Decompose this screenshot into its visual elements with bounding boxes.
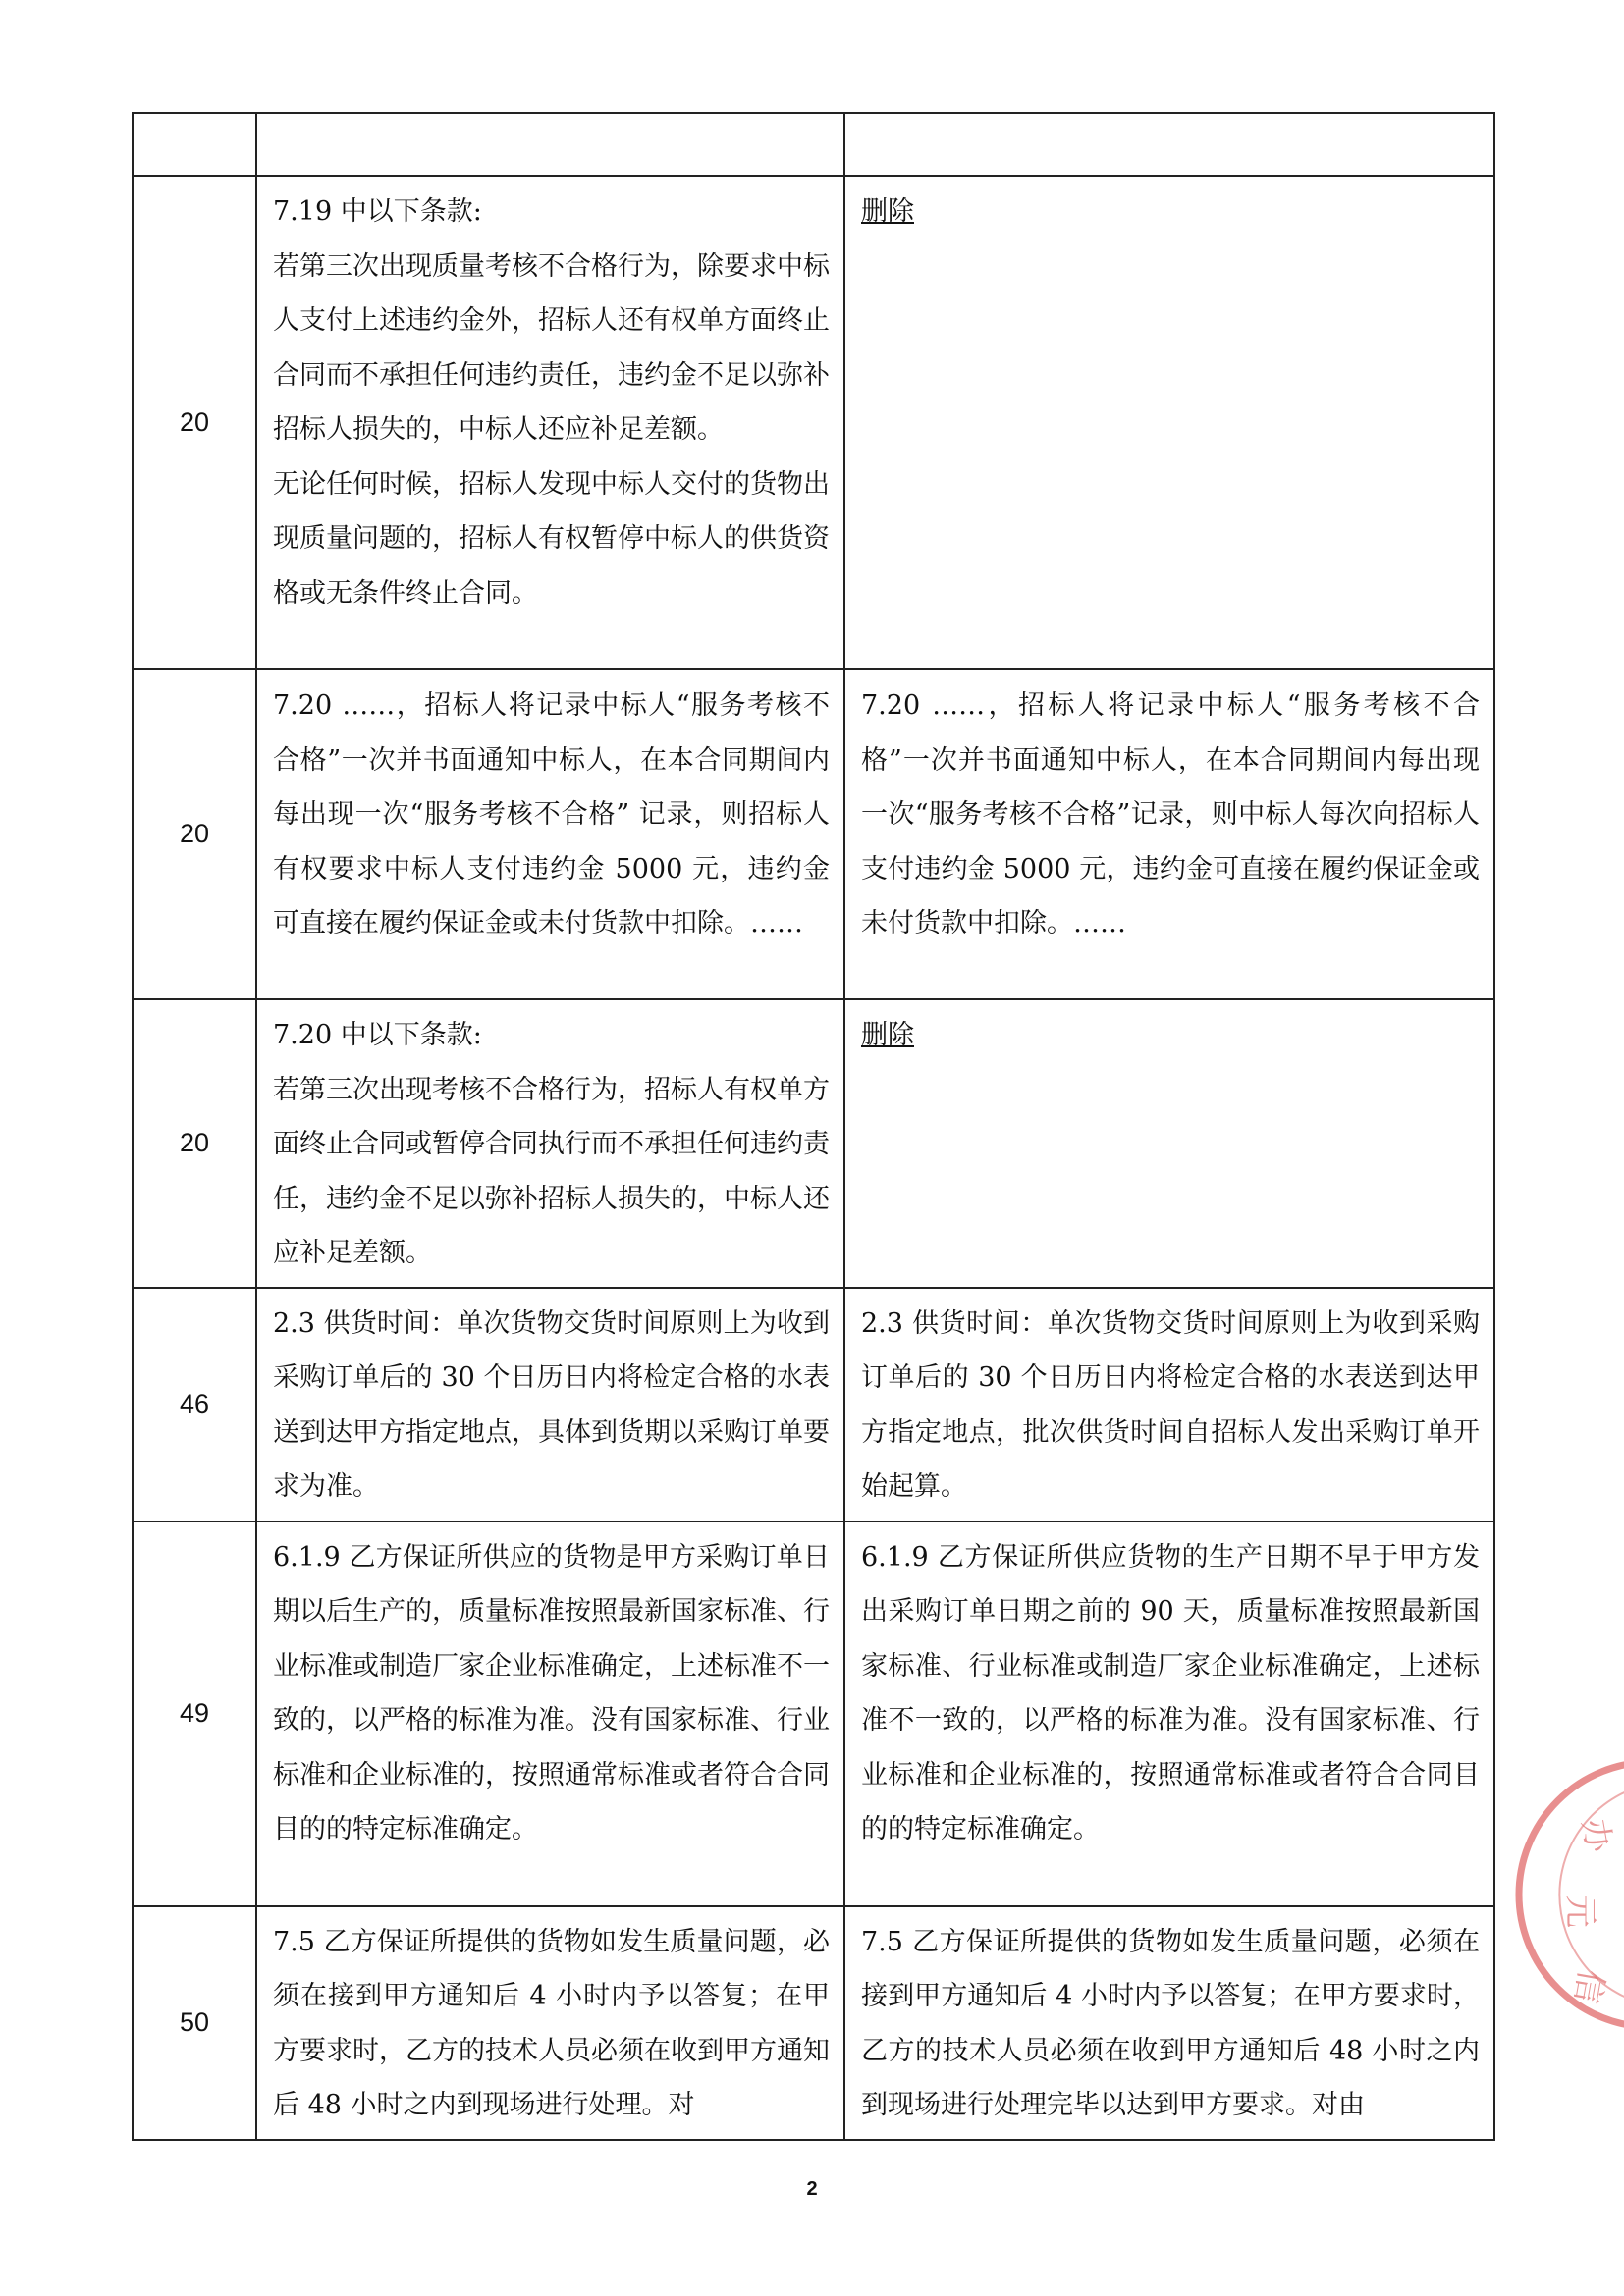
table-row: [133, 999, 1494, 1288]
svg-text:元: 元: [1560, 1895, 1599, 1928]
page-ref-cell: 20: [133, 669, 256, 999]
table-row: [133, 113, 1494, 176]
amendment-table-body: [133, 113, 1494, 2140]
page-ref-cell: 46: [133, 1288, 256, 1522]
clause-text: 若第三次出现考核不合格行为，招标人有权单方面终止合同或暂停合同执行而不承担任何违约责任，违约金不足以弥补招标人损失的，中标人还应补足差额。: [273, 1074, 830, 1268]
page-ref-cell: 20: [133, 999, 256, 1288]
original-text-cell: [256, 1288, 844, 1522]
revised-text-cell: [844, 999, 1494, 1288]
clause-text: 6.1.9 乙方保证所供应的货物是甲方采购订单日期以后生产的，质量标准按照最新国家标准、行业标准或制造厂家企业标准确定，上述标准不一致的，以严格的标准为准。没有国家标准、行业标准和企业标准的，按照通常标准或者符合合同目的的特定标准确定。: [273, 1541, 830, 1844]
clause-text: 7.20 ……，招标人将记录中标人“服务考核不合格”一次并书面通知中标人，在本合同期间内每出现一次“服务考核不合格”记录，则中标人每次向招标人支付违约金 5000 元，违约金可直接在履约保证金或未付货款中扣除。……: [861, 690, 1480, 938]
clause-text: 无论任何时候，招标人发现中标人交付的货物出现质量问题的，招标人有权暂停中标人的供货资格或无条件终止合同。: [273, 468, 830, 609]
page-ref-cell: 49: [133, 1522, 256, 1906]
page-ref-cell: [133, 113, 256, 176]
revised-text-cell: [844, 176, 1494, 669]
clause-text: 7.20 中以下条款:: [273, 1020, 482, 1050]
original-text-cell: [256, 176, 844, 669]
page-ref-cell: 50: [133, 1906, 256, 2140]
table-row: [133, 176, 1494, 669]
svg-text:办: 办: [1574, 1815, 1619, 1856]
original-text-cell: [256, 113, 844, 176]
red-seal-stamp: [1536, 1762, 1624, 2027]
revised-text-cell: [844, 1288, 1494, 1522]
amendment-table: [132, 112, 1495, 2141]
table-row: [133, 669, 1494, 999]
svg-text:信: 信: [1566, 1966, 1611, 2006]
clause-text: 7.20 ……，招标人将记录中标人“服务考核不合格”一次并书面通知中标人，在本合同期间内每出现一次“服务考核不合格” 记录，则招标人有权要求中标人支付违约金 5000 元，违约金可直接在履约保证金或未付货款中扣除。……: [273, 690, 830, 938]
clause-text: 若第三次出现质量考核不合格行为，除要求中标人支付上述违约金外，招标人还有权单方面终止合同而不承担任何违约责任，违约金不足以弥补招标人损失的，中标人还应补足差额。: [273, 250, 830, 445]
delete-mark: 删除: [861, 196, 914, 227]
revised-text-cell: [844, 1906, 1494, 2140]
original-text-cell: [256, 669, 844, 999]
revised-text-cell: [844, 669, 1494, 999]
original-text-cell: [256, 1906, 844, 2140]
delete-mark: 删除: [861, 1020, 914, 1050]
clause-text: 2.3 供货时间：单次货物交货时间原则上为收到采购订单后的 30 个日历日内将检定合格的水表送到达甲方指定地点，批次供货时间自招标人发出采购订单开始起算。: [861, 1308, 1480, 1502]
page-number: 2: [806, 2178, 818, 2200]
table-row: [133, 1522, 1494, 1906]
clause-text: 2.3 供货时间：单次货物交货时间原则上为收到采购订单后的 30 个日历日内将检定合格的水表送到达甲方指定地点，具体到货期以采购订单要求为准。: [273, 1308, 830, 1502]
original-text-cell: [256, 999, 844, 1288]
revised-text-cell: [844, 1522, 1494, 1906]
table-row: [133, 1906, 1494, 2140]
clause-text: 6.1.9 乙方保证所供应货物的生产日期不早于甲方发出采购订单日期之前的 90 天，质量标准按照最新国家标准、行业标准或制造厂家企业标准确定，上述标准不一致的，以严格的标准为准。没有国家标准、行业标准和企业标准的，按照通常标准或者符合合同目的的特定标准确定。: [861, 1541, 1480, 1844]
clause-text: 7.19 中以下条款:: [273, 196, 482, 227]
page-ref-cell: 20: [133, 176, 256, 669]
clause-text: 7.5 乙方保证所提供的货物如发生质量问题，必须在接到甲方通知后 4 小时内予以答复；在甲方要求时，乙方的技术人员必须在收到甲方通知后 48 小时之内到现场进行处理完毕以达到甲方要求。对由: [861, 1926, 1480, 2120]
table-row: [133, 1288, 1494, 1522]
original-text-cell: [256, 1522, 844, 1906]
clause-text: 7.5 乙方保证所提供的货物如发生质量问题，必须在接到甲方通知后 4 小时内予以答复；在甲方要求时，乙方的技术人员必须在收到甲方通知后 48 小时之内到现场进行处理。对: [273, 1926, 830, 2120]
revised-text-cell: [844, 113, 1494, 176]
